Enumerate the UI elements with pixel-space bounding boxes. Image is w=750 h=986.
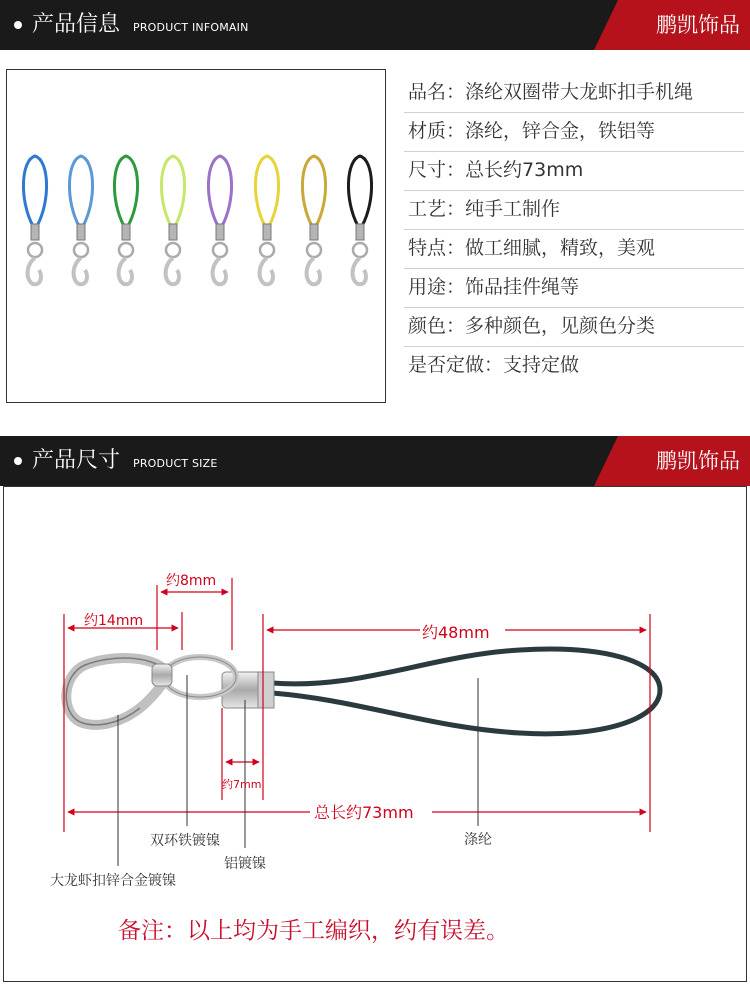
lobster-clasp: [66, 658, 172, 725]
spec-value: 纯手工制作: [465, 198, 561, 220]
spec-label: 品名: [408, 81, 447, 103]
spec-value: 支持定做: [503, 354, 580, 376]
spec-label: 工艺: [408, 198, 447, 220]
spec-separator: ：: [446, 276, 466, 298]
dimension-label-14mm: 约14mm: [84, 613, 144, 629]
spec-separator: ：: [446, 81, 466, 103]
section-title: 产品信息: [32, 12, 121, 37]
spec-separator: ：: [446, 120, 466, 142]
cord-loop: [272, 649, 660, 734]
spec-separator: ：: [484, 354, 504, 376]
dimension-label-7mm: 约7mm: [222, 778, 262, 791]
spec-separator: ：: [446, 159, 466, 181]
spec-value: 涤纶双圈带大龙虾扣手机绳: [465, 81, 694, 103]
spec-value: 多种颜色，见颜色分类: [465, 315, 656, 337]
spec-value: 饰品挂件绳等: [465, 276, 580, 298]
spec-value: 总长约73mm: [465, 159, 584, 181]
part-label-ring: 双环铁镀镍: [150, 833, 220, 849]
spec-separator: ：: [446, 315, 466, 337]
spec-separator: ：: [446, 237, 466, 259]
part-label-aluminum: 铝镀镍: [224, 856, 266, 872]
section-subtitle: PRODUCT SIZE: [133, 457, 218, 470]
spec-label: 是否定做: [408, 354, 485, 376]
part-label-clasp: 大龙虾扣锌合金镀镍: [50, 873, 176, 889]
brand-name: 鹏凯饰品: [656, 449, 740, 473]
section-subtitle: PRODUCT INFOMAIN: [133, 21, 249, 34]
part-label-cord: 涤纶: [464, 832, 492, 848]
dimension-label-8mm: 约8mm: [166, 573, 217, 589]
spec-label: 材质: [408, 120, 447, 142]
brand-name: 鹏凯饰品: [656, 13, 740, 37]
spec-label: 颜色: [408, 315, 447, 337]
spec-value: 涤纶，锌合金，铁铝等: [465, 120, 656, 142]
dimension-label-48mm: 约48mm: [422, 623, 490, 642]
spec-label: 特点: [408, 237, 447, 259]
spec-separator: ：: [446, 198, 466, 220]
spec-label: 尺寸: [408, 159, 447, 181]
remark-note: 备注：以上均为手工编织，约有误差。: [118, 918, 509, 944]
dimension-label-total: 总长约73mm: [314, 803, 414, 822]
spec-label: 用途: [408, 276, 447, 298]
spec-value: 做工细腻，精致，美观: [465, 237, 656, 259]
section-title: 产品尺寸: [32, 448, 121, 473]
